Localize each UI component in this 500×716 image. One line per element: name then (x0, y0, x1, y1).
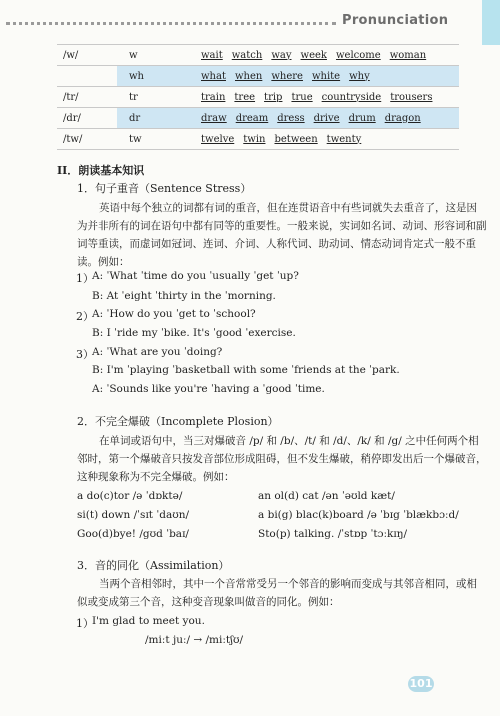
example-word: way (271, 49, 292, 61)
example-word: week (300, 49, 327, 61)
spelling: dr (117, 108, 195, 129)
example-word: twenty (326, 133, 362, 145)
example-line: A: ˈWhat are you ˈdoing? (92, 346, 223, 358)
example-word: countryside (321, 91, 382, 103)
page-number: 101 (409, 677, 433, 690)
table-row (57, 108, 459, 129)
plosion-example: Sto(p) talking. /ˈstɒp ˈtɔːkɪŋ/ (258, 528, 408, 540)
section-heading: II．朗读基本知识 (57, 164, 145, 177)
header-title: Pronunciation (342, 13, 449, 28)
example-line: I'm glad to meet you. (92, 615, 205, 627)
corner-tab (482, 0, 500, 45)
example-line: B: At ˈeight ˈthirty in the ˈmorning. (92, 290, 276, 302)
phoneme-symbol: /dr/ (57, 108, 117, 129)
example-word: welcome (335, 49, 381, 61)
example-words (195, 87, 459, 108)
example-word: twelve (201, 133, 235, 145)
example-word: why (349, 70, 370, 82)
example-word: what (201, 70, 226, 82)
subsection-title-stress: 1．句子重音（Sentence Stress） (77, 182, 252, 195)
table-row (57, 45, 459, 66)
example-words (195, 129, 459, 150)
example-words (195, 108, 459, 129)
spelling: tw (117, 129, 195, 150)
assimilation-paragraph: 当两个音相邻时，其中一个音常常受另一个邻音的影响而变成与其邻音相同，或相似或变成第三个音，这种变音现象叫做音的同化。例如： (77, 578, 477, 608)
spelling: w (117, 45, 195, 66)
example-word: watch (231, 49, 263, 61)
example-line: A: ˈWhat ˈtime do you ˈusually ˈget ˈup? (92, 270, 299, 282)
example-words (195, 66, 459, 87)
spelling: tr (117, 87, 195, 108)
example-word: trip (264, 91, 283, 103)
example-number: 3） (76, 348, 94, 361)
example-word: dream (235, 112, 269, 124)
example-ipa: /miːt juː/ → /miːtʃʊ/ (145, 634, 244, 646)
example-word: wait (201, 49, 223, 61)
phoneme-symbol: /tw/ (57, 129, 117, 150)
example-word: dress (277, 112, 305, 124)
example-word: tree (234, 91, 256, 103)
stress-paragraph: 英语中每个独立的词都有词的重音，但在连贯语音中有些词就失去重音了，这是因为并非所有的词在语句中都有同等的重要性。一般来说，实词如名词、动词、形容词和副词等重读，而虚词如冠词、连词、介词、人称代词、助动词、情态动词肯定式一般不重读。例如： (77, 202, 487, 268)
example-word: dragon (384, 112, 421, 124)
table-row (57, 129, 459, 150)
plosion-paragraph: 在单词或语句中，当三对爆破音 /p/ 和 /b/、/t/ 和 /d/、/k/ 和 /g/ 之中任何两个相邻时，第一个爆破音只按发音部位形成阻碍，但不发生爆破，稍停即发出后一个爆破音，这种现象称为不完全爆破。例如： (77, 435, 487, 483)
example-word: train (201, 91, 226, 103)
phoneme-symbol: /w/ (57, 45, 117, 66)
phoneme-symbol (57, 66, 117, 87)
example-words (195, 45, 459, 66)
example-number: 2） (76, 310, 94, 323)
example-word: woman (389, 49, 427, 61)
example-line: B: I ˈride my ˈbike. It's ˈgood ˈexercise. (92, 327, 296, 339)
example-word: drum (348, 112, 376, 124)
subsection-title-assimilation: 3．音的同化（Assimilation） (77, 559, 230, 572)
phoneme-table (57, 44, 459, 150)
plosion-example: Goo(d)bye! /gʊd ˈbaɪ/ (77, 528, 189, 540)
plosion-example: a bi(g) blac(k)board /ə ˈbɪg ˈblækbɔːd/ (258, 509, 459, 521)
example-line: A: ˈHow do you ˈget to ˈschool? (92, 308, 256, 320)
example-word: drive (313, 112, 340, 124)
example-word: trousers (390, 91, 433, 103)
subsection-title-plosion: 2．不完全爆破（Incomplete Plosion） (77, 415, 279, 428)
table-row (57, 87, 459, 108)
example-word: draw (201, 112, 227, 124)
phoneme-symbol: /tr/ (57, 87, 117, 108)
example-word: twin (243, 133, 266, 145)
plosion-example: an ol(d) cat /ən ˈəʊld kæt/ (258, 490, 395, 502)
plosion-example: a do(c)tor /ə ˈdɒktə/ (77, 490, 183, 502)
example-word: where (271, 70, 303, 82)
example-line: B: I'm ˈplaying ˈbasketball with some ˈfriends at the ˈpark. (92, 364, 400, 376)
spelling: wh (117, 66, 195, 87)
table-row (57, 66, 459, 87)
example-word: true (291, 91, 313, 103)
example-word: between (274, 133, 318, 145)
example-word: when (234, 70, 263, 82)
example-word: white (311, 70, 341, 82)
example-line: A: ˈSounds like you're ˈhaving a ˈgood ˈtime. (92, 383, 325, 395)
dotted-rule (6, 22, 336, 25)
plosion-example: si(t) down /ˈsɪt ˈdaʊn/ (77, 509, 190, 521)
page-header (0, 0, 500, 40)
example-number: 1） (76, 272, 94, 285)
example-number: 1） (76, 617, 94, 630)
